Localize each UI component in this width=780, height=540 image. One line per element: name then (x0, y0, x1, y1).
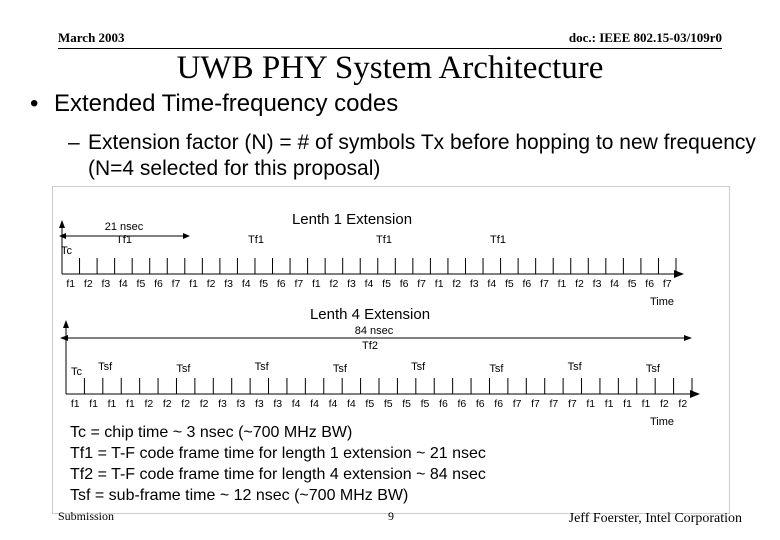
legend-line-tsf: Tsf = sub-frame time ~ 12 nsec (~700 MHz BW) (70, 487, 409, 504)
ext1-frame-label: Tf1 (116, 234, 132, 246)
freq-label: f4 (119, 278, 128, 290)
freq-label: f5 (402, 398, 412, 410)
freq-label: f5 (365, 398, 375, 410)
freq-label: f7 (512, 398, 522, 410)
slide-title: UWB PHY System Architecture (176, 50, 604, 86)
ext4-span-label: 84 nsec (354, 325, 394, 337)
freq-label: f5 (259, 278, 269, 290)
subframe-label: Tsf (411, 361, 426, 373)
freq-label: f1 (586, 398, 596, 410)
freq-label: f7 (567, 398, 577, 410)
ext1-chip-label: Tc (61, 245, 72, 257)
freq-label: f2 (452, 278, 462, 290)
footer-submission: Submission (58, 509, 115, 523)
freq-label: f2 (181, 398, 191, 410)
freq-label: f4 (346, 398, 356, 410)
subframe-label: Tsf (489, 363, 504, 375)
freq-label: f3 (101, 278, 111, 290)
freq-label: f1 (434, 278, 444, 290)
freq-label: f7 (417, 278, 427, 290)
freq-label: f1 (623, 398, 632, 410)
freq-label: f6 (494, 398, 504, 410)
ext1-freq-labels (66, 278, 671, 290)
freq-label: f2 (83, 278, 93, 290)
subframe-label: Tsf (332, 363, 347, 375)
freq-label: f5 (420, 398, 430, 410)
freq-label: f1 (89, 398, 99, 410)
freq-label: f7 (171, 278, 181, 290)
ext1-time-label: Time (649, 296, 675, 308)
freq-label: f4 (310, 398, 319, 410)
header-rule (58, 48, 722, 49)
freq-label: f7 (294, 278, 304, 290)
freq-label: f1 (641, 398, 651, 410)
freq-label: f6 (475, 398, 485, 410)
freq-label: f3 (224, 278, 234, 290)
freq-label: f2 (206, 278, 216, 290)
ext1-frame-label-4: Tf1 (490, 234, 506, 246)
freq-label: f6 (399, 278, 409, 290)
bullet-level1 (30, 90, 398, 118)
bullet-level2 (68, 130, 758, 182)
freq-label: f2 (678, 398, 688, 410)
ext4-frame-label: Tf2 (362, 340, 378, 352)
bullet-dash: – (68, 131, 80, 154)
header-date: March 2003 (58, 30, 125, 45)
freq-label: f6 (645, 278, 655, 290)
freq-label: f1 (107, 398, 117, 410)
freq-label: f1 (189, 278, 198, 290)
legend-line-tf1: Tf1 = T-F code frame time for length 1 extension ~ 21 nsec (70, 445, 486, 462)
freq-label: f3 (469, 278, 479, 290)
ext1-title: Lenth 1 Extension (291, 211, 413, 228)
footer-page-number: 9 (388, 509, 394, 523)
header-doc-id: doc.: IEEE 802.15-03/109r0 (568, 30, 722, 45)
ext1-frame-label-2: Tf1 (248, 234, 264, 246)
tf-code-diagram (52, 186, 730, 514)
bullet-dot: • (30, 90, 39, 117)
freq-label: f3 (218, 398, 227, 410)
freq-label: f3 (592, 278, 602, 290)
freq-label: f5 (383, 398, 393, 410)
freq-label: f6 (154, 278, 163, 290)
freq-label: f4 (364, 278, 374, 290)
freq-label: f4 (487, 278, 497, 290)
freq-label: f4 (241, 278, 251, 290)
freq-label: f5 (504, 278, 514, 290)
subframe-label: Tsf (645, 363, 660, 375)
freq-label: f2 (659, 398, 669, 410)
freq-label: f4 (610, 278, 619, 290)
subframe-label: Tsf (254, 361, 269, 373)
freq-label: f2 (329, 278, 339, 290)
freq-label: f2 (162, 398, 172, 410)
subframe-label: Tsf (98, 361, 113, 373)
freq-label: f5 (627, 278, 637, 290)
footer-author: Jeff Foerster, Intel Corporation (568, 511, 742, 526)
freq-label: f1 (70, 398, 80, 410)
freq-label: f1 (604, 398, 614, 410)
legend-line-tf2: Tf2 = T-F code frame time for length 4 extension ~ 84 nsec (70, 466, 486, 483)
freq-label: f3 (254, 398, 264, 410)
ext1-span-label: 21 nsec (104, 221, 144, 233)
freq-label: f4 (328, 398, 338, 410)
bullet-level1-text: Extended Time-frequency codes (54, 90, 399, 117)
freq-label: f7 (662, 278, 672, 290)
freq-label: f2 (575, 278, 584, 290)
freq-label: f3 (273, 398, 283, 410)
freq-label: f5 (382, 278, 391, 290)
subframe-label: Tsf (567, 361, 582, 373)
ext4-chip-label: Tc (71, 366, 82, 378)
freq-label: f1 (126, 398, 135, 410)
tf-code-diagram-svg (52, 186, 730, 514)
freq-label: f7 (540, 278, 549, 290)
freq-label: f4 (291, 398, 301, 410)
ext4-time-label: Time (649, 416, 675, 428)
freq-label: f6 (276, 278, 286, 290)
freq-label: f2 (144, 398, 154, 410)
freq-label: f2 (199, 398, 209, 410)
freq-label: f6 (439, 398, 448, 410)
freq-label: f1 (557, 278, 567, 290)
freq-label: f7 (531, 398, 540, 410)
freq-label: f7 (549, 398, 559, 410)
ext1-frame-label-3: Tf1 (376, 234, 392, 246)
freq-label: f1 (311, 278, 321, 290)
freq-label: f1 (66, 278, 76, 290)
subframe-label: Tsf (176, 363, 191, 375)
legend-line-tc: Tc = chip time ~ 3 nsec (~700 MHz BW) (70, 424, 353, 441)
freq-label: f3 (347, 278, 356, 290)
freq-label: f6 (522, 278, 532, 290)
freq-label: f3 (236, 398, 246, 410)
freq-label: f5 (136, 278, 146, 290)
bullet-level2-text: Extension factor (N) = # of symbols Tx before hopping to new frequency (N=4 selected for this proposal) (88, 131, 756, 180)
ext4-title: Lenth 4 Extension (309, 306, 431, 323)
freq-label: f6 (457, 398, 467, 410)
